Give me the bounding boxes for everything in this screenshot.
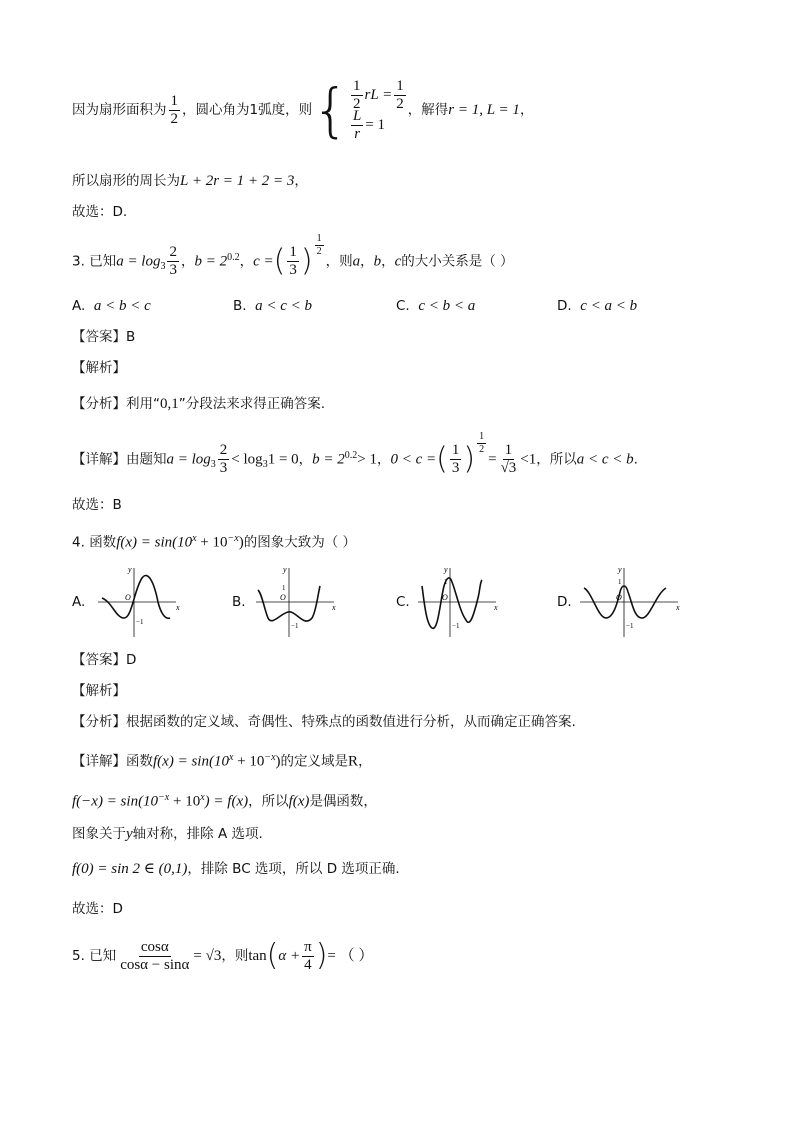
text: 所以扇形的周长为 bbox=[72, 173, 180, 189]
q4-value-line bbox=[72, 860, 400, 878]
equation-system: $\frac{1}{2}$ rL = $\frac{1}{2}$ $\frac{L}{r}$ = 1 bbox=[353, 77, 404, 142]
option-c[interactable]: C. c < b < a bbox=[396, 298, 476, 314]
function-expr: f(x) = sin(10 bbox=[116, 534, 193, 551]
a-expr: a = log bbox=[166, 451, 211, 468]
left-brace-icon: { bbox=[312, 76, 349, 144]
question-number: 4. bbox=[72, 534, 85, 551]
graph-a[interactable] bbox=[94, 562, 184, 640]
alpha-expr: α + bbox=[278, 948, 301, 964]
question-4: 4. 函数$f(x) = \sin(10^x + 10^{-x})$的图象大致为（ ） bbox=[72, 533, 357, 551]
text: 由题知 bbox=[126, 451, 167, 468]
text: 轴对称，排除 A 选项. bbox=[132, 826, 263, 842]
para-perimeter bbox=[72, 172, 308, 190]
graph-c[interactable] bbox=[414, 562, 504, 640]
question-number: 3. bbox=[72, 253, 85, 270]
b-expr: b = 2 bbox=[312, 451, 345, 468]
one-label: 1 bbox=[618, 578, 622, 586]
origin-label: O bbox=[125, 593, 131, 602]
text: ，所以 bbox=[248, 793, 289, 810]
graph-b[interactable] bbox=[252, 562, 342, 640]
solution-expr: r = 1, L = 1 bbox=[448, 102, 520, 118]
fx: f(x) bbox=[288, 793, 310, 810]
text: 已知 bbox=[89, 253, 117, 270]
analysis-tag: 【解析】 bbox=[72, 360, 126, 376]
minus-one-label: −1 bbox=[136, 618, 144, 626]
answer-line bbox=[72, 328, 135, 346]
option-a[interactable]: A. a < b < c bbox=[72, 298, 151, 314]
text: 函数 bbox=[126, 753, 153, 770]
even-expr: f(−x) = sin(10 bbox=[72, 793, 159, 810]
text: 图象关于 bbox=[72, 826, 126, 842]
option-d[interactable]: D. c < a < b bbox=[557, 298, 638, 314]
fraction-2-3: $\frac{2}{3}$ bbox=[169, 244, 177, 278]
text: ，则 bbox=[221, 948, 249, 964]
origin-label: O bbox=[280, 593, 286, 602]
text: 已知 bbox=[89, 948, 117, 964]
c-compare: <1 bbox=[520, 451, 537, 468]
interval-expr: 0,1 bbox=[160, 396, 179, 412]
fenxi-line bbox=[72, 395, 325, 413]
graph-d[interactable] bbox=[576, 562, 686, 640]
y-axis-label: y bbox=[618, 565, 622, 574]
q4-even-line: $f(-x) = \sin(10^{-x} + 10^x) = f(x)$，所以f(x)是偶函数， bbox=[72, 792, 377, 810]
fenxi-tag: 【分析】 bbox=[72, 714, 126, 730]
cos-fraction: $\frac{\cos\alpha}{\cos\alpha - \sin\alpha}$ bbox=[120, 938, 190, 973]
text: 是偶函数， bbox=[309, 793, 377, 810]
q4-symmetry-line bbox=[72, 825, 263, 843]
result-expr: a < c < b bbox=[576, 451, 634, 468]
x-axis-label: x bbox=[676, 603, 680, 612]
pi-over-4: $\frac{\pi}{4}$ bbox=[304, 938, 312, 973]
log-value: 1 = 0 bbox=[267, 451, 299, 468]
text: ， bbox=[519, 102, 534, 118]
y-axis-var: y bbox=[126, 826, 133, 842]
function-expr: f(x) = sin(10 bbox=[153, 753, 229, 770]
perimeter-expr: L + 2r = 1 + 2 = 3 bbox=[180, 173, 295, 189]
text: 利用“ bbox=[126, 396, 160, 412]
text: ，则 bbox=[325, 253, 353, 270]
text: = （ ） bbox=[327, 948, 374, 964]
text: ，所以 bbox=[536, 451, 577, 468]
minus-one-label: −1 bbox=[291, 622, 299, 630]
q4-analysis-tag: 【解析】 bbox=[72, 683, 126, 699]
x-axis-label: x bbox=[332, 603, 336, 612]
graph-option-d-label[interactable]: D. bbox=[557, 594, 572, 610]
question-5: 5. 已知 $\frac{\cos\alpha}{\cos\alpha - \sin\alpha}$ = √3，则tan(α + $\frac{\pi}{4}$ )= （ ） bbox=[72, 938, 374, 973]
tan-fn: tan bbox=[248, 948, 267, 964]
answer-value: B bbox=[126, 329, 136, 345]
x-axis-label: x bbox=[176, 603, 180, 612]
q4-detail-line: 【详解】函数$f(x) = \sin(10^x + 10^{-x})$的定义域是R， bbox=[72, 752, 372, 770]
log-compare: < log bbox=[231, 451, 263, 468]
f0-expr: f(0) = sin 2 ∈ (0,1) bbox=[72, 861, 188, 877]
b-compare: > 1 bbox=[357, 451, 377, 468]
choose-d-line: 故选：D. bbox=[72, 204, 128, 220]
answer-tag: 【答案】 bbox=[72, 329, 126, 345]
origin-label: O bbox=[616, 593, 622, 602]
detail-tag: 【详解】 bbox=[72, 753, 126, 770]
fenxi-tag: 【分析】 bbox=[72, 396, 126, 412]
detail-tag: 【详解】 bbox=[72, 451, 126, 468]
question-number: 5. bbox=[72, 948, 85, 964]
exponent-half: $\frac{1}{2}$ bbox=[316, 233, 322, 257]
q4-fenxi-line bbox=[72, 713, 576, 731]
exponent: 0.2 bbox=[227, 252, 240, 263]
origin-label: O bbox=[442, 593, 448, 602]
text: 的图象大致为（ ） bbox=[243, 534, 357, 551]
one-label: 1 bbox=[444, 578, 448, 586]
a-expr: a = log bbox=[116, 253, 161, 270]
minus-one-label: −1 bbox=[626, 622, 634, 630]
y-axis-label: y bbox=[283, 565, 287, 574]
y-axis-label: y bbox=[128, 565, 132, 574]
answer-value: D bbox=[126, 652, 137, 668]
minus-one-label: −1 bbox=[452, 622, 460, 630]
sqrt3: = √3 bbox=[193, 948, 222, 964]
b-expr: b = 2 bbox=[194, 253, 228, 270]
text: ，解得 bbox=[407, 102, 449, 118]
c-expr: 0 < c = bbox=[390, 451, 437, 468]
text: ，圆心角为 bbox=[182, 102, 250, 118]
y-axis-label: y bbox=[444, 565, 448, 574]
real-set: R bbox=[348, 753, 359, 770]
c-expr: c = bbox=[253, 253, 274, 270]
para-sector-system bbox=[72, 76, 534, 144]
text: 根据函数的定义域、奇偶性、特殊点的函数值进行分析，从而确定正确答案. bbox=[126, 714, 576, 730]
text: 函数 bbox=[89, 534, 117, 551]
text: 的大小关系是（ ） bbox=[401, 253, 514, 270]
text: 的定义域是 bbox=[280, 753, 349, 770]
x-axis-label: x bbox=[494, 603, 498, 612]
graph-option-b-label[interactable]: B. bbox=[232, 594, 246, 610]
answer-tag: 【答案】 bbox=[72, 652, 126, 668]
text: ，排除 BC 选项，所以 D 选项正确. bbox=[187, 861, 400, 877]
choose-b-line: 故选：B bbox=[72, 497, 122, 513]
option-b[interactable]: B. a < c < b bbox=[233, 298, 313, 314]
text: 因为扇形面积为 bbox=[72, 102, 167, 118]
text: ， bbox=[294, 173, 308, 189]
fraction-half: $\frac{1}{2}$ bbox=[170, 92, 178, 127]
one-label: 1 bbox=[282, 584, 286, 592]
q4-choose-line: 故选：D bbox=[72, 901, 123, 917]
question-3: 3. 已知$a = \log_3$ $\frac{2}{3}$ ，$b = 2^{0.2}$，c =( $\frac{1}{3}$ ) $\frac{1}{2}$ ，则a，b，c的大小关系是（ ） bbox=[72, 233, 514, 279]
detail-line: 【详解】由题知$a = \log_3$ $\frac{2}{3}$ < $\log_31 = 0$，$b = 2^{0.2}> 1$，0 < c =( $\frac{1}{3}$ ) $\frac{1}{2}$ = $\frac{1}{√3}$ <1，所以a < c < b. bbox=[72, 431, 638, 477]
graph-option-c-label[interactable]: C. bbox=[396, 594, 410, 610]
text: ”分段法来求得正确答案. bbox=[178, 396, 326, 412]
log-base: 3 bbox=[160, 261, 166, 273]
text: 1弧度，则 bbox=[249, 102, 313, 118]
q4-answer-line bbox=[72, 651, 136, 669]
graph-option-a-label[interactable]: A. bbox=[72, 594, 86, 610]
fraction-1-3: $\frac{1}{3}$ bbox=[289, 244, 297, 278]
